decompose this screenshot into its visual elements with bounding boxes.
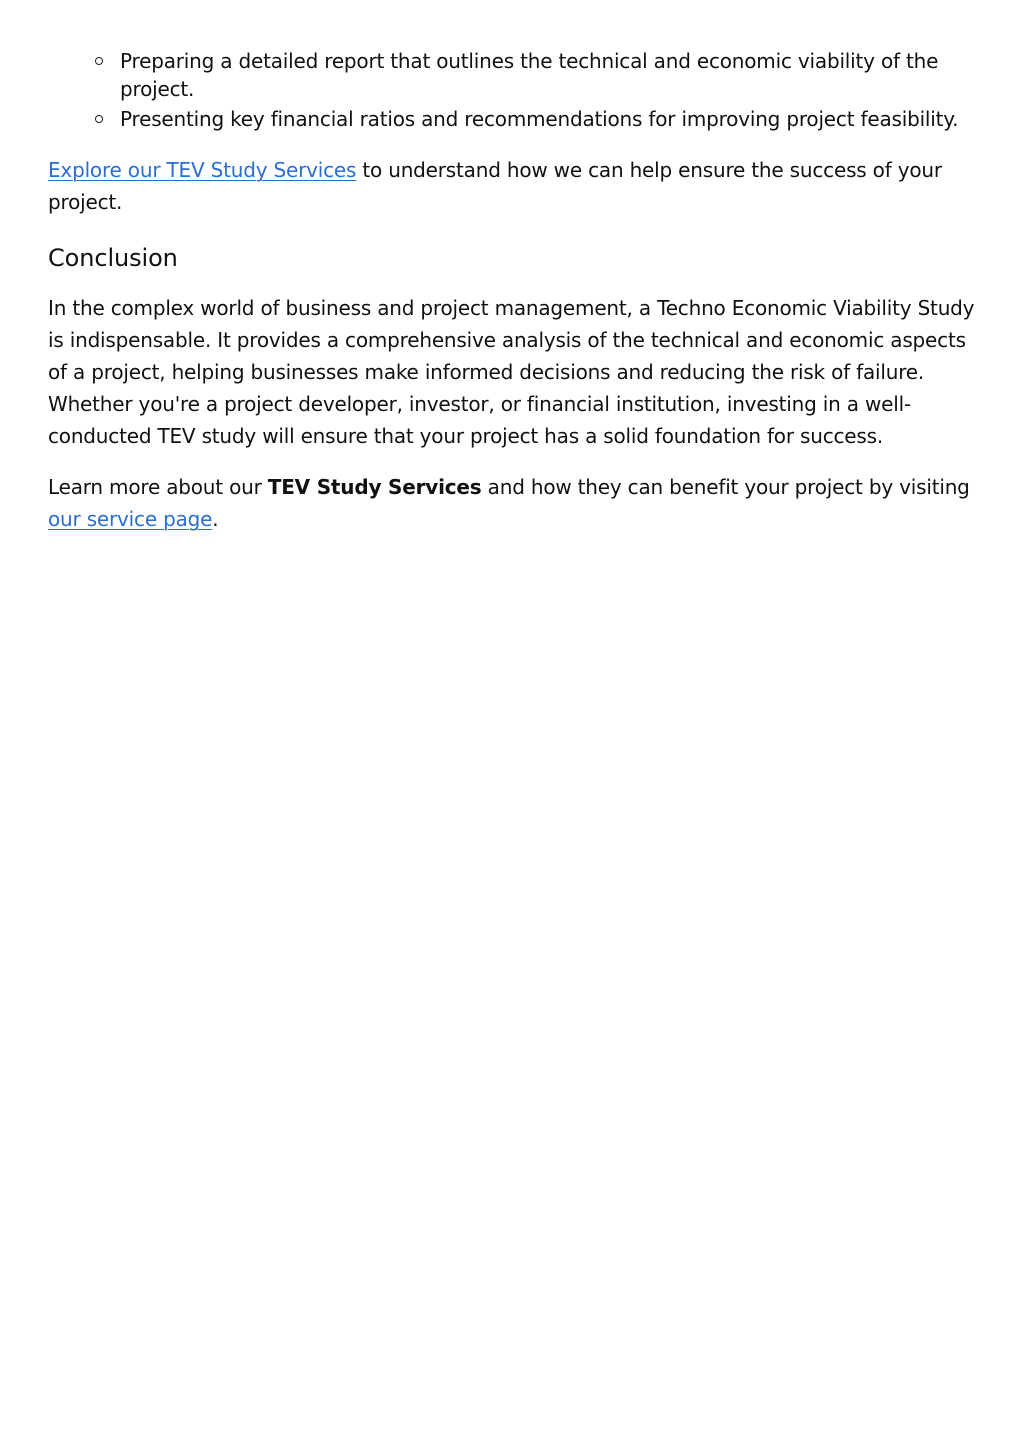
learn-more-middle: and how they can benefit your project by visiting xyxy=(481,475,970,499)
explore-paragraph-text: to understand how we can help ensure the success of your project. xyxy=(48,158,942,214)
learn-more-suffix: . xyxy=(212,507,219,531)
list-item-text: Presenting key financial ratios and recommendations for improving project feasibility. xyxy=(120,107,959,131)
list-item xyxy=(120,47,976,103)
explore-paragraph xyxy=(48,154,976,218)
sub-bullet-list xyxy=(48,47,976,133)
service-page-link[interactable]: our service page xyxy=(48,507,213,531)
conclusion-paragraph: In the complex world of business and project management, a Techno Economic Viability Study is indispensable. It provides a comprehensive analysis of the technical and economic aspects of a project, helping businesses make informed decisions and reducing the risk of failure. Whether you're a project developer, investor, or financial institution, investing in a well-conducted TEV study will ensure that your project has a solid foundation for success. xyxy=(48,296,975,448)
learn-more-bold-services: TEV Study Services xyxy=(267,475,482,499)
learn-more-prefix: Learn more about our xyxy=(48,475,268,499)
learn-more-paragraph xyxy=(48,471,976,535)
hollow-circle-bullet-icon xyxy=(95,57,103,65)
explore-tev-services-link[interactable]: Explore our TEV Study Services xyxy=(48,158,357,182)
hollow-circle-bullet-icon xyxy=(95,115,103,123)
list-item-text: Preparing a detailed report that outlines the technical and economic viability of the project. xyxy=(120,49,939,101)
list-item xyxy=(120,105,976,133)
conclusion-heading: Conclusion xyxy=(48,244,178,272)
